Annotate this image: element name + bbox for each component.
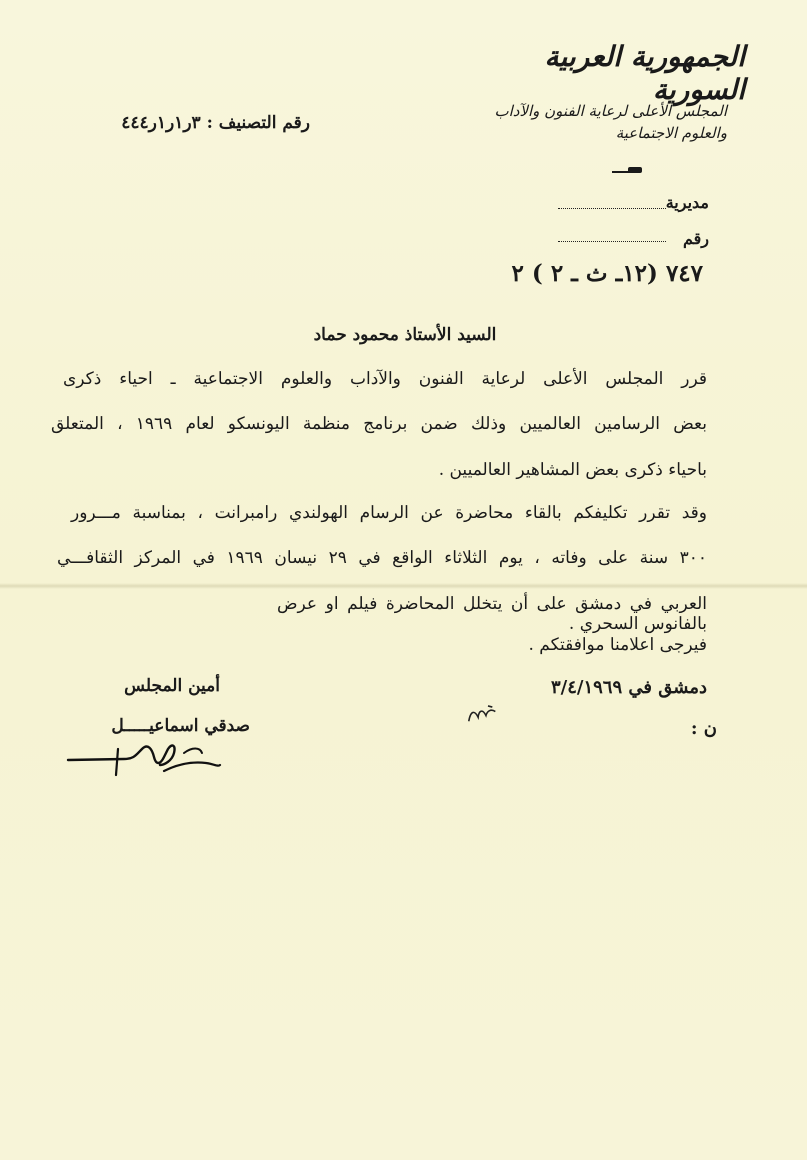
directorate-label: مديرية	[665, 193, 709, 212]
letter-date: دمشق في ٣/٤/١٩٦٩	[550, 677, 707, 698]
directorate-dotted-line	[558, 208, 666, 209]
letterhead-state-name: الجمهورية العربية السورية	[544, 40, 745, 106]
addressee: السيد الأستاذ محمود حماد	[313, 325, 497, 345]
body-line-7: فيرجى اعلامنا موافقتكم .	[528, 635, 707, 655]
body-line-2: بعض الرسامين العالميين وذلك ضمن برنامج منظمة اليونسكو لعام ١٩٦٩ ، المتعلق	[51, 414, 707, 434]
body-line-5: ٣٠٠ سنة على وفاته ، يوم الثلاثاء الواقع في ٢٩ نيسان ١٩٦٩ في المركز الثقافـــي	[57, 548, 708, 568]
reference-number: ٧٤٧ (١٢ـ ث ـ ٢ ) ٢	[511, 260, 703, 287]
handwritten-signature	[64, 735, 234, 790]
header-divider-mark	[628, 167, 642, 173]
letterhead-council	[467, 100, 727, 144]
initials-scribble	[464, 701, 503, 728]
number-dotted-line	[558, 241, 666, 242]
n-label: ن :	[690, 718, 717, 739]
signatory-name: صدقي اسماعيـــــل	[111, 716, 250, 736]
number-label: رقم	[682, 229, 709, 248]
body-line-6: العربي في دمشق على أن يتخلل المحاضرة فيلم او عرض بالفانوس السحري .	[277, 594, 707, 634]
signatory-title: أمين المجلس	[124, 676, 220, 696]
body-line-4: وقد تقرر تكليفكم بالقاء محاضرة عن الرسام الهولندي رامبرانت ، بمناسبة مـــرور	[71, 503, 707, 523]
body-line-3: باحياء ذكرى بعض المشاهير العالميين .	[438, 460, 707, 480]
paper-fold	[0, 583, 807, 589]
letterhead-council-line2: والعلوم الاجتماعية	[615, 124, 727, 142]
body-line-1: قرر المجلس الأعلى لرعاية الفنون والآداب والعلوم الاجتماعية ـ احياء ذكرى	[63, 369, 707, 389]
letterhead-council-line1: المجلس الأعلى لرعاية الفنون والآداب	[494, 102, 727, 120]
handwritten-initials	[464, 701, 504, 732]
classification-number: رقم التصنيف : ٣ر١ر١ر٤٤٤	[121, 113, 310, 133]
